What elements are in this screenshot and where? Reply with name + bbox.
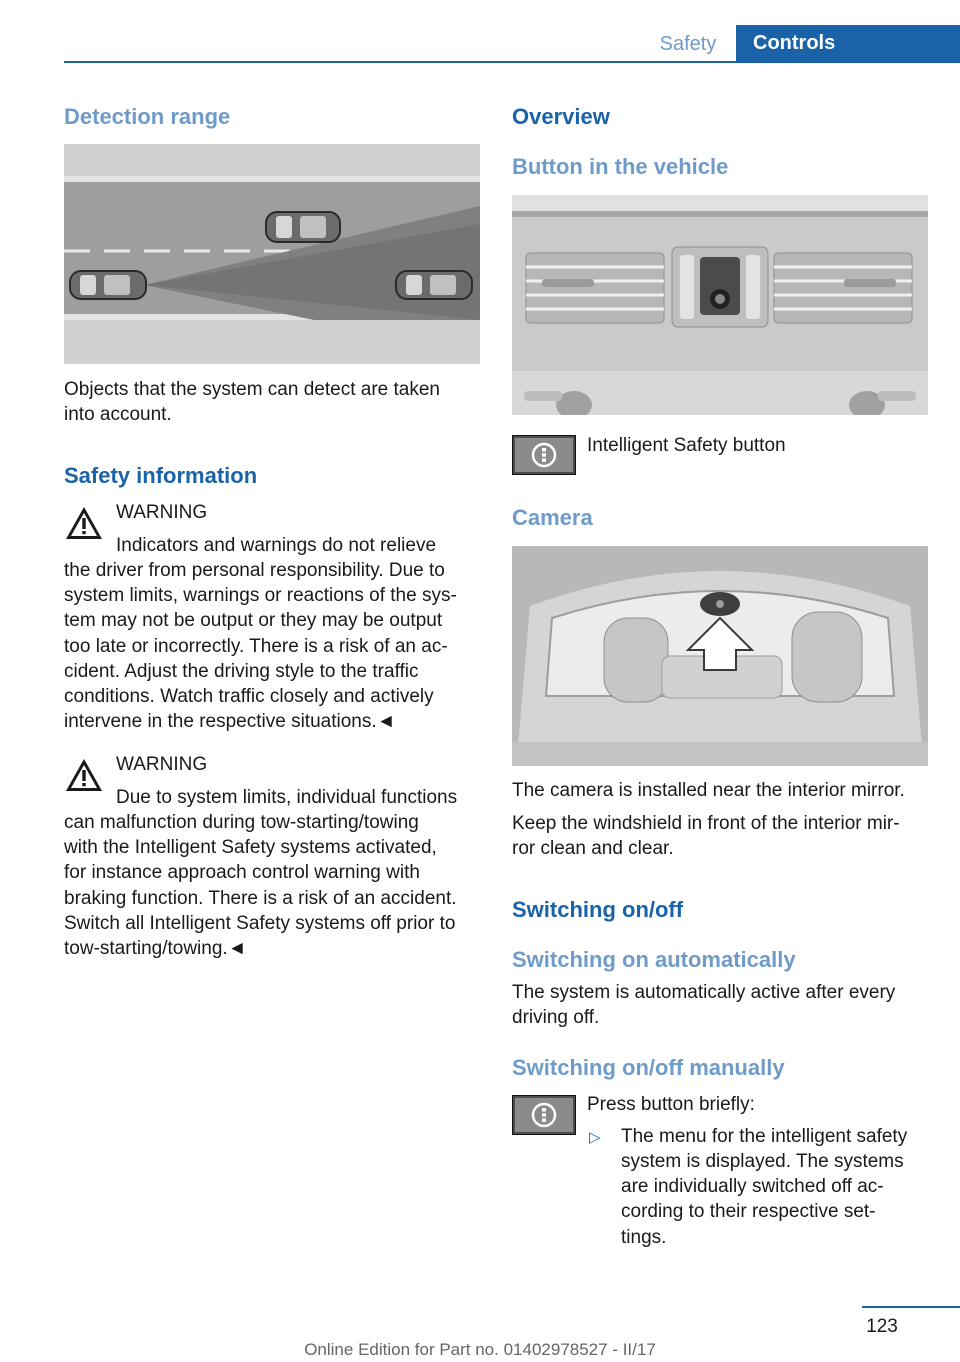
warning1-line: intervene in the respective situations.◄ — [64, 711, 396, 732]
header-chapter-tab: Controls — [736, 25, 960, 62]
warning1-line: system limits, warnings or reactions of the sys- — [64, 585, 457, 606]
camera-text-line1: The camera is installed near the interior mirror. — [512, 780, 905, 801]
button-in-vehicle-heading: Button in the vehicle — [512, 154, 729, 179]
warning2-line: can malfunction during tow-starting/towing — [64, 812, 419, 833]
car-left-icon — [70, 271, 146, 299]
camera-text-line2: Keep the windshield in front of the interior mir- — [512, 813, 900, 834]
vehicle-button-figure — [512, 195, 928, 415]
warning2-line: Switch all Intelligent Safety systems off prior to — [64, 913, 456, 934]
bullet-line: cording to their respective set- — [621, 1201, 876, 1222]
switching-on-off-manually-heading: Switching on/off manually — [512, 1055, 785, 1080]
bullet-triangle-icon: ▷ — [589, 1129, 601, 1146]
auto-text-line1: The system is automatically active after every — [512, 982, 896, 1003]
intelligent-safety-button-icon — [512, 1095, 576, 1135]
detection-range-heading: Detection range — [64, 104, 231, 129]
intelligent-safety-button-caption: Intelligent Safety button — [587, 435, 786, 456]
warning-triangle-icon — [64, 757, 104, 793]
edition-footer: Online Edition for Part no. 01402978527 - II/17 — [304, 1340, 656, 1359]
warning2-line: with the Intelligent Safety systems activated, — [64, 837, 437, 858]
switching-on-automatically-heading: Switching on automatically — [512, 947, 796, 972]
warning2-label: WARNING — [116, 754, 208, 775]
detection-caption-line2: into account. — [64, 404, 172, 425]
bullet-line: tings. — [621, 1227, 667, 1248]
detection-caption-line1: Objects that the system can detect are taken — [64, 379, 440, 400]
header-section: Safety — [659, 33, 717, 55]
warning1-line: cident. Adjust the driving style to the traffic — [64, 661, 419, 682]
car-top-icon — [266, 212, 340, 242]
warning1-label: WARNING — [116, 502, 208, 523]
bullet-line: are individually switched off ac- — [621, 1176, 884, 1197]
warning1-line: Indicators and warnings do not relieve — [116, 535, 437, 556]
auto-text-line2: driving off. — [512, 1007, 600, 1028]
detection-range-figure — [64, 144, 480, 364]
warning1-line: tem may not be output or they may be output — [64, 610, 443, 631]
warning-triangle-icon — [64, 505, 104, 541]
header-rule — [64, 61, 960, 63]
camera-text-line3: ror clean and clear. — [512, 838, 674, 859]
manual-text: Press button briefly: — [587, 1094, 755, 1115]
bullet-line: The menu for the intelligent safety — [621, 1126, 908, 1147]
bullet-line: system is displayed. The systems — [621, 1151, 904, 1172]
camera-heading: Camera — [512, 505, 593, 530]
warning2-line: tow-starting/towing.◄ — [64, 938, 247, 959]
overview-heading: Overview — [512, 104, 610, 129]
warning2-line: braking function. There is a risk of an accident. — [64, 888, 457, 909]
warning1-line: too late or incorrectly. There is a risk of an ac- — [64, 636, 448, 657]
warning2-line: for instance approach control warning with — [64, 862, 420, 883]
warning1-line: conditions. Watch traffic closely and actively — [64, 686, 434, 707]
car-right-icon — [396, 271, 472, 299]
camera-figure — [512, 546, 928, 766]
switching-on-off-heading: Switching on/off — [512, 897, 684, 922]
safety-information-heading: Safety information — [64, 463, 258, 488]
intelligent-safety-button-icon — [512, 435, 576, 475]
warning2-line: Due to system limits, individual functions — [116, 787, 458, 808]
page-number-rule — [862, 1306, 960, 1308]
warning1-line: the driver from personal responsibility. Due to — [64, 560, 445, 581]
page-number: 123 — [866, 1316, 898, 1337]
